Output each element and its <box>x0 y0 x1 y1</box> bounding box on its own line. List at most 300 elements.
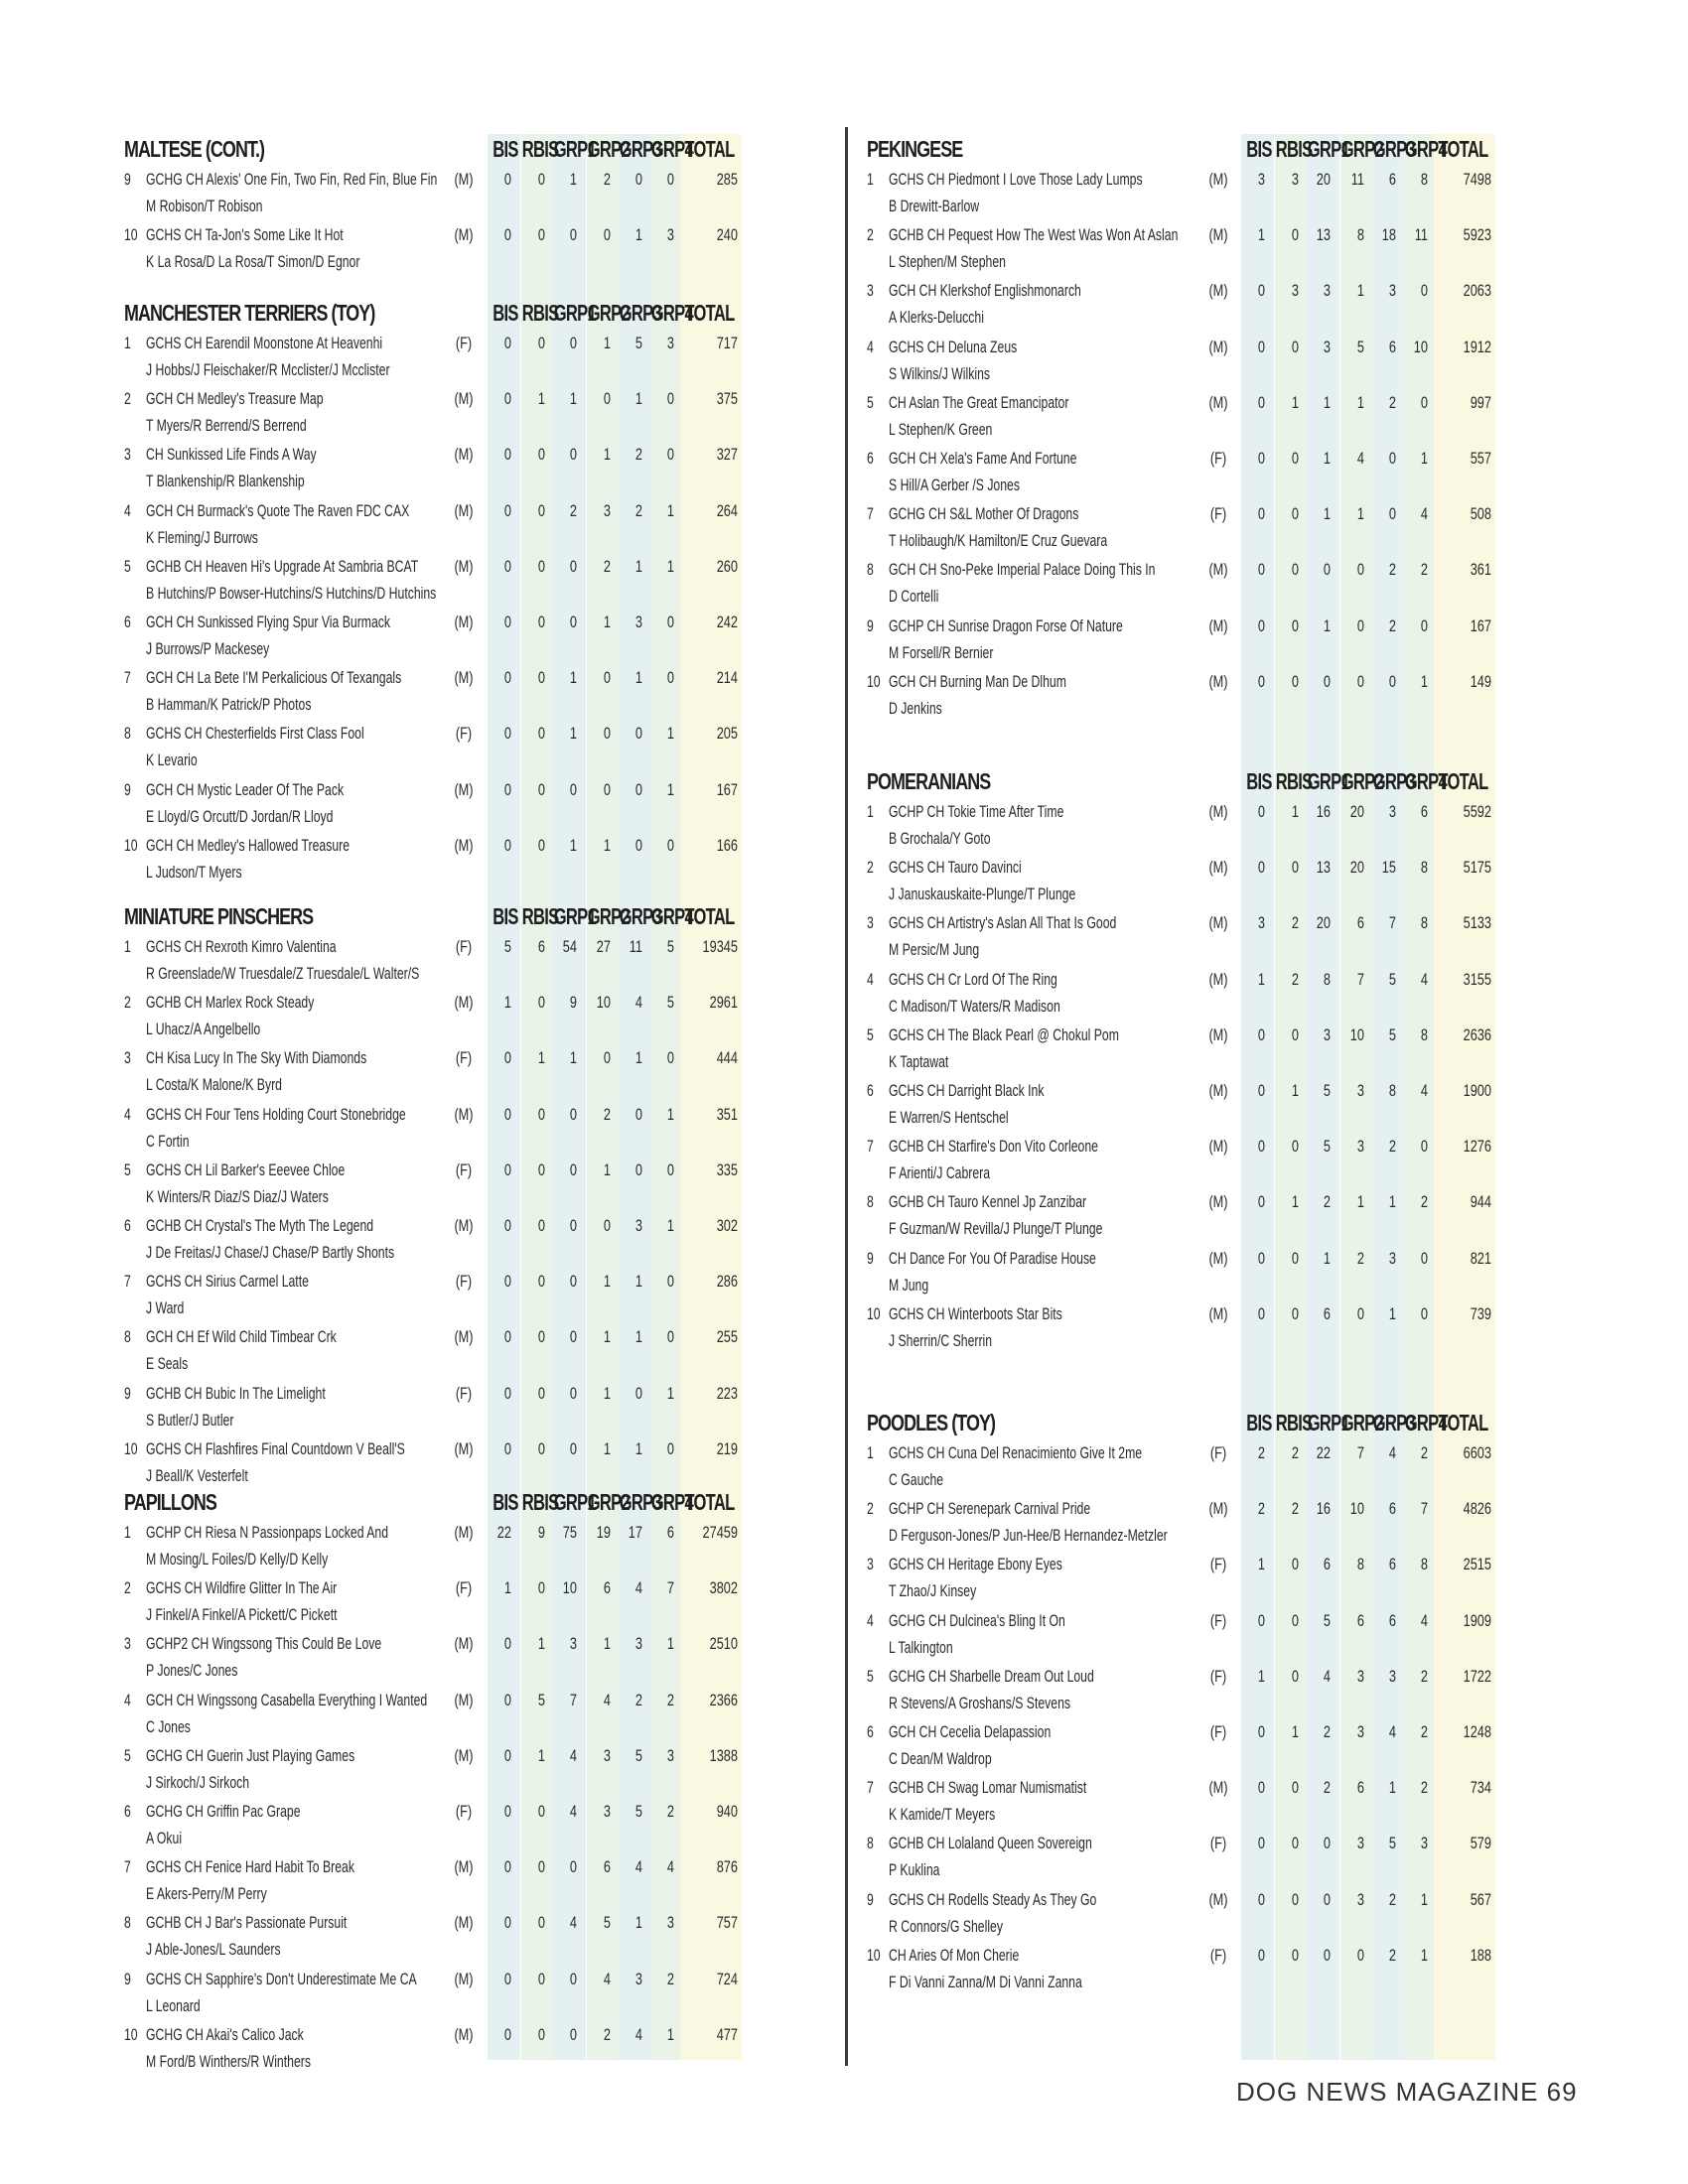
dog-name: GCHG CH Guerin Just Playing Games <box>146 1745 355 1765</box>
owner-names: J Burrows/P Mackesey <box>146 638 270 658</box>
dog-sex: (M) <box>1208 671 1228 691</box>
left-column <box>124 0 825 2184</box>
dog-sex: (F) <box>1209 1555 1227 1574</box>
rbis-count: 0 <box>537 993 545 1013</box>
grp2-count: 1 <box>603 1438 611 1458</box>
grp3-count: 6 <box>1388 1555 1396 1574</box>
rbis-header: RBIS <box>521 1489 559 1515</box>
grp1-count: 0 <box>569 1272 577 1292</box>
section-title: MALTESE (CONT.) <box>124 136 265 162</box>
dog-sex: (F) <box>1209 1610 1227 1630</box>
grp1-header: GRP1 <box>553 903 596 929</box>
dog-sex: (M) <box>454 389 474 409</box>
rbis-count: 0 <box>1291 1555 1299 1574</box>
rank-number: 9 <box>124 1383 131 1403</box>
grp3-count: 4 <box>634 1578 642 1598</box>
owner-names: K Levario <box>146 751 198 770</box>
grp2-count: 3 <box>1356 1137 1364 1157</box>
ranking-row <box>124 1327 825 1383</box>
rank-number: 5 <box>124 556 131 576</box>
ranking-row <box>124 1272 825 1327</box>
grp4-count: 3 <box>1420 1834 1428 1853</box>
total-count: 477 <box>716 2024 738 2044</box>
owner-names: C Jones <box>146 1716 191 1736</box>
rank-number: 2 <box>124 993 131 1013</box>
total-header: TOTAL <box>1438 768 1488 794</box>
grp4-count: 2 <box>1420 1778 1428 1798</box>
dog-name: GCHS CH Sapphire's Don't Underestimate Me CA <box>146 1969 417 1988</box>
total-count: 2515 <box>1463 1555 1491 1574</box>
grp3-count: 8 <box>1388 1080 1396 1100</box>
rank-number: 7 <box>867 1137 874 1157</box>
ranking-row <box>867 393 1572 449</box>
grp1-count: 1 <box>569 170 577 189</box>
total-count: 734 <box>1470 1778 1491 1798</box>
grp2-count: 0 <box>1356 1945 1364 1965</box>
bis-count: 1 <box>503 1578 511 1598</box>
grp3-count: 1 <box>634 1438 642 1458</box>
rbis-count: 0 <box>1291 1610 1299 1630</box>
grp1-count: 0 <box>569 445 577 465</box>
grp1-count: 3 <box>1323 337 1331 356</box>
rbis-count: 0 <box>1291 1024 1299 1044</box>
grp2-count: 5 <box>603 1913 611 1933</box>
total-count: 27459 <box>702 1523 738 1542</box>
grp2-count: 6 <box>1356 1778 1364 1798</box>
dog-sex: (F) <box>455 1578 473 1598</box>
grp4-count: 6 <box>1420 802 1428 821</box>
rbis-header: RBIS <box>521 300 559 326</box>
grp4-count: 0 <box>666 668 674 688</box>
owner-names: C Fortin <box>146 1131 190 1151</box>
rank-number: 2 <box>867 225 874 245</box>
dog-sex: (M) <box>454 1634 474 1654</box>
grp2-count: 1 <box>603 1634 611 1654</box>
rank-number: 3 <box>867 1555 874 1574</box>
grp3-count: 1 <box>634 1048 642 1068</box>
grp4-count: 0 <box>1420 1137 1428 1157</box>
grp2-count: 0 <box>1356 1303 1364 1323</box>
rbis-count: 9 <box>537 1523 545 1542</box>
owner-names: J Able-Jones/L Saunders <box>146 1940 281 1960</box>
ranking-row <box>124 668 825 724</box>
dog-name: GCHS CH Winterboots Star Bits <box>889 1303 1062 1323</box>
rbis-count: 0 <box>1291 337 1299 356</box>
grp3-count: 0 <box>634 1160 642 1179</box>
total-count: 351 <box>716 1104 738 1124</box>
grp3-count: 17 <box>628 1523 642 1542</box>
bis-count: 0 <box>503 612 511 631</box>
rank-number: 3 <box>867 913 874 933</box>
rbis-count: 0 <box>1291 1889 1299 1909</box>
grp4-header: GRP4 <box>650 300 693 326</box>
grp2-header: GRP2 <box>1340 1410 1383 1435</box>
rank-number: 2 <box>124 389 131 409</box>
ranking-row <box>124 724 825 779</box>
grp4-count: 2 <box>666 1690 674 1709</box>
grp1-count: 6 <box>1323 1303 1331 1323</box>
owner-names: B Drewitt-Barlow <box>889 197 980 215</box>
right-column <box>867 0 1572 2184</box>
rbis-count: 0 <box>537 1578 545 1598</box>
grp3-count: 5 <box>1388 1024 1396 1044</box>
grp2-header: GRP2 <box>587 136 630 162</box>
grp4-count: 2 <box>1420 560 1428 580</box>
rbis-count: 0 <box>1291 671 1299 691</box>
rbis-count: 0 <box>537 225 545 245</box>
total-count: 444 <box>716 1048 738 1068</box>
owner-names: J Januskauskaite-Plunge/T Plunge <box>889 885 1076 904</box>
bis-count: 0 <box>1257 281 1265 301</box>
rbis-count: 0 <box>537 334 545 352</box>
dog-name: GCHS CH Darright Black Ink <box>889 1080 1045 1100</box>
grp4-count: 2 <box>1420 1721 1428 1741</box>
dog-name: GCHS CH Wildfire Glitter In The Air <box>146 1578 338 1598</box>
grp4-count: 0 <box>666 1438 674 1458</box>
grp1-count: 0 <box>569 1857 577 1877</box>
ranking-row <box>867 504 1572 560</box>
dog-sex: (M) <box>1208 1080 1228 1100</box>
bis-count: 0 <box>1257 1248 1265 1268</box>
rbis-header: RBIS <box>1275 768 1313 794</box>
grp4-count: 4 <box>1420 1080 1428 1100</box>
grp2-count: 4 <box>603 1690 611 1709</box>
bis-header: BIS <box>492 136 518 162</box>
grp1-count: 0 <box>569 779 577 799</box>
rank-number: 1 <box>124 937 131 956</box>
grp4-header: GRP4 <box>1404 768 1447 794</box>
grp4-count: 1 <box>1420 671 1428 691</box>
rank-number: 7 <box>124 1272 131 1292</box>
grp3-count: 2 <box>634 445 642 465</box>
bis-count: 0 <box>1257 858 1265 878</box>
grp1-header: GRP1 <box>553 300 596 326</box>
rank-number: 2 <box>867 1499 874 1519</box>
grp4-count: 6 <box>666 1523 674 1542</box>
grp1-count: 0 <box>1323 671 1331 691</box>
grp2-count: 2 <box>603 556 611 576</box>
bis-count: 0 <box>1257 1192 1265 1212</box>
grp1-count: 2 <box>1323 1778 1331 1798</box>
dog-sex: (M) <box>454 500 474 520</box>
grp4-header: GRP4 <box>650 903 693 929</box>
ranking-row <box>124 225 825 281</box>
total-count: 285 <box>716 170 738 189</box>
bis-count: 0 <box>1257 1610 1265 1630</box>
total-count: 1909 <box>1463 1610 1491 1630</box>
grp3-count: 1 <box>634 556 642 576</box>
grp1-count: 7 <box>569 1690 577 1709</box>
rbis-count: 0 <box>537 1272 545 1292</box>
bis-count: 1 <box>1257 1666 1265 1686</box>
dog-name: GCHS CH Four Tens Holding Court Stonebridge <box>146 1104 406 1124</box>
owner-names: S Butler/J Butler <box>146 1410 234 1430</box>
total-count: 260 <box>716 556 738 576</box>
dog-sex: (M) <box>454 993 474 1013</box>
rank-number: 6 <box>867 1721 874 1741</box>
owner-names: L Talkington <box>889 1637 953 1657</box>
rank-number: 6 <box>124 1215 131 1235</box>
dog-sex: (M) <box>1208 1024 1228 1044</box>
total-count: 944 <box>1470 1192 1491 1212</box>
total-count: 205 <box>716 724 738 744</box>
grp1-count: 2 <box>1323 1721 1331 1741</box>
ranking-row <box>124 1160 825 1216</box>
dog-sex: (M) <box>1208 281 1228 301</box>
grp2-count: 0 <box>603 1048 611 1068</box>
rank-number: 6 <box>124 612 131 631</box>
grp4-count: 0 <box>666 1327 674 1347</box>
dog-sex: (F) <box>1209 1443 1227 1462</box>
grp3-count: 2 <box>1388 392 1396 412</box>
grp2-count: 0 <box>1356 615 1364 635</box>
dog-name: GCH CH Xela's Fame And Fortune <box>889 448 1077 468</box>
ranking-row <box>867 616 1572 672</box>
owner-names: F Guzman/W Revilla/J Plunge/T Plunge <box>889 1219 1103 1239</box>
bis-count: 5 <box>503 937 511 956</box>
rbis-count: 0 <box>1291 1666 1299 1686</box>
bis-count: 0 <box>503 1913 511 1933</box>
rank-number: 1 <box>124 334 131 352</box>
rbis-count: 5 <box>537 1690 545 1709</box>
rank-number: 9 <box>124 779 131 799</box>
grp1-count: 54 <box>562 937 577 956</box>
dog-sex: (F) <box>455 724 473 744</box>
grp4-count: 8 <box>1420 1555 1428 1574</box>
grp2-count: 2 <box>603 1104 611 1124</box>
grp1-count: 0 <box>569 1438 577 1458</box>
total-count: 1900 <box>1463 1080 1491 1100</box>
rbis-header: RBIS <box>1275 136 1313 162</box>
grp1-header: GRP1 <box>553 1489 596 1515</box>
rank-number: 8 <box>867 1192 874 1212</box>
grp4-count: 1 <box>1420 448 1428 468</box>
grp3-count: 6 <box>1388 337 1396 356</box>
grp2-count: 1 <box>603 1160 611 1179</box>
rbis-count: 0 <box>1291 1248 1299 1268</box>
grp1-count: 0 <box>569 1327 577 1347</box>
grp3-count: 4 <box>634 993 642 1013</box>
grp2-count: 6 <box>603 1857 611 1877</box>
dog-name: GCHG CH S&L Mother Of Dragons <box>889 504 1079 524</box>
ranking-row <box>867 672 1572 728</box>
grp4-count: 8 <box>1420 170 1428 189</box>
dog-sex: (M) <box>454 225 474 245</box>
owner-names: T Myers/R Berrend/S Berrend <box>146 416 307 436</box>
bis-count: 0 <box>1257 560 1265 580</box>
grp1-count: 6 <box>1323 1555 1331 1574</box>
bis-count: 3 <box>1257 913 1265 933</box>
total-count: 242 <box>716 612 738 631</box>
grp2-count: 1 <box>603 1383 611 1403</box>
dog-name: GCHS CH Cr Lord Of The Ring <box>889 969 1057 989</box>
grp2-count: 0 <box>1356 560 1364 580</box>
grp2-count: 1 <box>603 835 611 855</box>
rbis-count: 0 <box>537 1913 545 1933</box>
rank-number: 10 <box>124 225 138 245</box>
owner-names: M Robison/T Robison <box>146 197 263 215</box>
bis-count: 0 <box>1257 1137 1265 1157</box>
rank-number: 7 <box>124 668 131 688</box>
grp3-count: 3 <box>634 1215 642 1235</box>
dog-name: GCHS CH Heritage Ebony Eyes <box>889 1555 1062 1574</box>
total-count: 1248 <box>1463 1721 1491 1741</box>
total-count: 739 <box>1470 1303 1491 1323</box>
total-count: 2510 <box>709 1634 738 1654</box>
bis-count: 0 <box>503 500 511 520</box>
total-count: 717 <box>716 334 738 352</box>
dog-name: GCHB CH Heaven Hi's Upgrade At Sambria BCAT <box>146 556 419 576</box>
grp4-count: 2 <box>1420 1666 1428 1686</box>
ranking-row <box>124 937 825 993</box>
grp3-header: GRP3 <box>619 136 661 162</box>
grp4-count: 2 <box>666 1969 674 1988</box>
grp3-count: 4 <box>634 1857 642 1877</box>
dog-name: GCHB CH Swag Lomar Numismatist <box>889 1778 1087 1798</box>
grp1-count: 0 <box>569 225 577 245</box>
rbis-count: 0 <box>537 1327 545 1347</box>
rbis-count: 1 <box>1291 1080 1299 1100</box>
section-header <box>867 134 1572 170</box>
dog-sex: (F) <box>1209 1666 1227 1686</box>
section-title: MINIATURE PINSCHERS <box>124 903 314 929</box>
grp4-header: GRP4 <box>1404 1410 1447 1435</box>
grp1-count: 1 <box>1323 1248 1331 1268</box>
grp3-count: 3 <box>1388 1666 1396 1686</box>
ranking-row <box>867 449 1572 504</box>
total-count: 149 <box>1470 671 1491 691</box>
total-count: 876 <box>716 1857 738 1877</box>
grp4-header: GRP4 <box>1404 136 1447 162</box>
bis-count: 0 <box>1257 671 1265 691</box>
rank-number: 4 <box>867 337 874 356</box>
dog-name: GCHS CH Rodells Steady As They Go <box>889 1889 1097 1909</box>
owner-names: L Stephen/K Green <box>889 419 993 439</box>
total-header: TOTAL <box>684 300 735 326</box>
total-count: 375 <box>716 389 738 409</box>
total-count: 264 <box>716 500 738 520</box>
rbis-count: 0 <box>1291 615 1299 635</box>
rank-number: 7 <box>867 504 874 524</box>
rbis-count: 1 <box>537 1634 545 1654</box>
owner-names: B Grochala/Y Goto <box>889 829 991 848</box>
bis-count: 3 <box>1257 170 1265 189</box>
rank-number: 7 <box>867 1778 874 1798</box>
bis-count: 0 <box>503 225 511 245</box>
grp4-count: 0 <box>1420 615 1428 635</box>
grp4-count: 1 <box>666 779 674 799</box>
dog-sex: (F) <box>455 1383 473 1403</box>
bis-count: 0 <box>503 1327 511 1347</box>
grp2-count: 4 <box>1356 448 1364 468</box>
grp1-count: 5 <box>1323 1080 1331 1100</box>
grp3-count: 5 <box>1388 1834 1396 1853</box>
grp2-count: 7 <box>1356 1443 1364 1462</box>
grp1-count: 0 <box>569 1383 577 1403</box>
ranking-row <box>867 560 1572 615</box>
dog-sex: (F) <box>1209 504 1227 524</box>
ranking-row <box>867 170 1572 225</box>
breed-section <box>124 901 825 1495</box>
rank-number: 9 <box>867 1248 874 1268</box>
rbis-count: 6 <box>537 937 545 956</box>
dog-sex: (F) <box>455 1048 473 1068</box>
grp3-count: 1 <box>1388 1303 1396 1323</box>
owner-names: F Arienti/J Cabrera <box>889 1163 991 1183</box>
bis-count: 0 <box>1257 337 1265 356</box>
total-count: 5133 <box>1463 913 1491 933</box>
bis-count: 0 <box>503 2024 511 2044</box>
bis-count: 0 <box>503 334 511 352</box>
owner-names: T Blankenship/R Blankenship <box>146 472 305 491</box>
ranking-row <box>867 1611 1572 1667</box>
grp3-count: 0 <box>634 170 642 189</box>
grp4-count: 2 <box>666 1801 674 1821</box>
bis-header: BIS <box>1246 136 1272 162</box>
dog-name: GCH CH Cecelia Delapassion <box>889 1721 1052 1741</box>
rbis-count: 0 <box>1291 225 1299 245</box>
ranking-row <box>124 1970 825 2025</box>
dog-name: GCHS CH Piedmont I Love Those Lady Lumps <box>889 170 1143 189</box>
dog-name: CH Dance For You Of Paradise House <box>889 1248 1096 1268</box>
grp3-count: 1 <box>1388 1192 1396 1212</box>
dog-sex: (M) <box>454 835 474 855</box>
rbis-count: 0 <box>537 2024 545 2044</box>
dog-name: GCHS CH Deluna Zeus <box>889 337 1018 356</box>
rbis-count: 1 <box>537 1745 545 1765</box>
total-count: 219 <box>716 1438 738 1458</box>
grp1-count: 4 <box>569 1745 577 1765</box>
total-count: 335 <box>716 1160 738 1179</box>
rank-number: 9 <box>124 1969 131 1988</box>
total-count: 2961 <box>709 993 738 1013</box>
page-footer: DOG NEWS MAGAZINE 69 <box>1236 2077 1578 2107</box>
dog-name: GCH CH Klerkshof Englishmonarch <box>889 281 1081 301</box>
ranking-row <box>867 1834 1572 1889</box>
total-count: 223 <box>716 1383 738 1403</box>
bis-count: 1 <box>1257 969 1265 989</box>
grp3-count: 11 <box>629 937 642 956</box>
total-count: 286 <box>716 1272 738 1292</box>
bis-count: 0 <box>1257 1080 1265 1100</box>
total-count: 3155 <box>1463 969 1491 989</box>
rbis-count: 3 <box>1291 281 1299 301</box>
ranking-row <box>124 1578 825 1634</box>
grp2-count: 11 <box>1350 170 1364 189</box>
total-count: 567 <box>1470 1889 1491 1909</box>
owner-names: L Stephen/M Stephen <box>889 252 1006 272</box>
bis-count: 0 <box>503 1969 511 1988</box>
bis-count: 0 <box>503 1745 511 1765</box>
grp2-count: 3 <box>1356 1721 1364 1741</box>
rbis-count: 0 <box>537 1215 545 1235</box>
owner-names: R Connors/G Shelley <box>889 1916 1003 1936</box>
column-divider <box>845 127 848 2066</box>
dog-name: GCHB CH Bubic In The Limelight <box>146 1383 326 1403</box>
bis-count: 0 <box>503 1104 511 1124</box>
owner-names: A Okui <box>146 1828 183 1847</box>
grp3-count: 7 <box>1388 913 1396 933</box>
section-title: PAPILLONS <box>124 1489 216 1515</box>
bis-count: 1 <box>1257 1555 1265 1574</box>
total-count: 940 <box>716 1801 738 1821</box>
owner-names: J Sherrin/C Sherrin <box>889 1330 993 1350</box>
grp3-count: 2 <box>1388 1945 1396 1965</box>
grp3-count: 0 <box>1388 671 1396 691</box>
grp1-count: 0 <box>569 1104 577 1124</box>
ranking-row <box>867 858 1572 913</box>
grp4-count: 2 <box>1420 1192 1428 1212</box>
